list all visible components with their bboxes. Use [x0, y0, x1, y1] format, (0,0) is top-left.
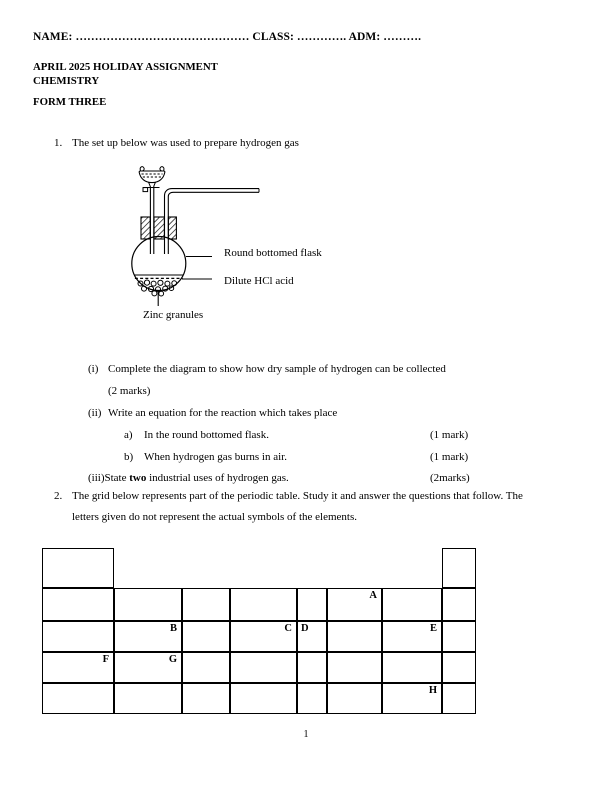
question-2-line-1: The grid below represents part of the periodic table. Study it and answer the questions that follow. The	[72, 490, 523, 502]
grid-cell-r5-c6	[327, 683, 382, 714]
grid-element-letter-A: A	[369, 590, 377, 601]
periodic-table-grid	[42, 548, 476, 714]
grid-cell-r2-c5	[297, 588, 327, 621]
assignment-title	[33, 61, 218, 88]
grid-cell-r2-c7	[382, 588, 442, 621]
grid-element-letter-F: F	[102, 654, 109, 665]
question-2-number: 2.	[54, 490, 63, 502]
grid-cell-r3-c1	[42, 621, 114, 652]
grid-cell-r4-c1	[42, 652, 114, 683]
question-1-part-ii-b-marks: (1 mark)	[430, 451, 469, 463]
question-1-part-ii-b-marker: b)	[124, 451, 134, 463]
grid-cell-r3-c4	[230, 621, 297, 652]
assignment-title-line1: APRIL 2025 HOLIDAY ASSIGNMENT	[33, 61, 218, 73]
grid-cell-r2-c8	[442, 588, 476, 621]
question-1-part-iii-text-pre: State	[104, 472, 130, 484]
grid-cell-r5-c8	[442, 683, 476, 714]
label-round-bottomed-flask: Round bottomed flask	[224, 247, 322, 259]
grid-cell-r4-c8	[442, 652, 476, 683]
assignment-subject: CHEMISTRY	[33, 74, 100, 87]
funnel-tap-icon	[143, 188, 160, 192]
grid-cell-r4-c5	[297, 652, 327, 683]
grid-cell-r5-c1	[42, 683, 114, 714]
grid-cell-r5-c5	[297, 683, 327, 714]
grid-cell-r4-c4	[230, 652, 297, 683]
grid-element-letter-E: E	[429, 623, 437, 634]
grid-element-letter-B: B	[169, 623, 177, 634]
grid-cell-r1-c8	[442, 548, 476, 588]
question-1-number: 1.	[54, 137, 63, 149]
grid-cell-r3-c3	[182, 621, 230, 652]
question-1-part-ii-b-text: When hydrogen gas burns in air.	[144, 451, 287, 463]
grid-cell-r2-c3	[182, 588, 230, 621]
grid-cell-r2-c4	[230, 588, 297, 621]
acid-level	[135, 275, 183, 278]
grid-element-letter-H: H	[428, 685, 437, 696]
grid-cell-r5-c4	[230, 683, 297, 714]
grid-cell-r5-c3	[182, 683, 230, 714]
question-1-part-ii-a-marker: a)	[124, 429, 133, 441]
grid-cell-r4-c3	[182, 652, 230, 683]
question-1-part-iii-emphasis: two	[129, 472, 147, 484]
grid-cell-r3-c7	[382, 621, 442, 652]
grid-cell-r3-c8	[442, 621, 476, 652]
stopper	[141, 217, 176, 239]
page-number: 1	[303, 729, 309, 740]
grid-cell-r4-c2	[114, 652, 182, 683]
grid-element-letter-G: G	[168, 654, 177, 665]
question-1-part-iii-text-post: industrial uses of hydrogen gas.	[146, 472, 289, 484]
grid-element-letter-D: D	[301, 623, 309, 634]
question-1-part-i-marks: (2 marks)	[108, 385, 151, 397]
hydrogen-preparation-diagram	[120, 160, 380, 330]
question-1-part-i-text: Complete the diagram to show how dry sample of hydrogen can be collected	[108, 363, 446, 375]
grid-cell-r2-c1	[42, 588, 114, 621]
grid-cell-r5-c7	[382, 683, 442, 714]
delivery-tube	[165, 189, 260, 254]
label-dilute-hcl-acid: Dilute HCl acid	[224, 275, 294, 287]
question-1-part-ii-marker: (ii)	[88, 407, 102, 419]
label-zinc-granules: Zinc granules	[143, 309, 204, 321]
question-1-part-ii-text: Write an equation for the reaction which takes place	[108, 407, 338, 419]
question-1-part-iii-marker: (iii)	[88, 472, 105, 484]
grid-cell-r2-c2	[114, 588, 182, 621]
question-1-part-iii-marks: (2marks)	[430, 472, 470, 484]
question-1-part-i-marker: (i)	[88, 363, 99, 375]
grid-cell-r1-c1	[42, 548, 114, 588]
grid-cell-r5-c2	[114, 683, 182, 714]
thistle-funnel-icon	[139, 167, 165, 187]
question-2-line-2: letters given do not represent the actual symbols of the elements.	[72, 511, 358, 523]
grid-cell-r3-c2	[114, 621, 182, 652]
round-bottom-flask	[132, 237, 186, 291]
grid-cell-r3-c5	[297, 621, 327, 652]
assignment-form-level: FORM THREE	[33, 96, 107, 108]
name-class-adm-line: NAME: ……………………………………… CLASS: …………. ADM: ……….	[33, 31, 422, 43]
grid-cell-r3-c6	[327, 621, 382, 652]
question-1-part-iii	[88, 472, 289, 484]
question-1-stem: The set up below was used to prepare hydrogen gas	[72, 137, 299, 149]
grid-element-letter-C: C	[284, 623, 292, 634]
grid-cell-r2-c6	[327, 588, 382, 621]
question-1-part-ii-a-marks: (1 mark)	[430, 429, 469, 441]
grid-cell-r4-c6	[327, 652, 382, 683]
question-1-part-ii-a-text: In the round bottomed flask.	[144, 429, 269, 441]
grid-cell-r4-c7	[382, 652, 442, 683]
